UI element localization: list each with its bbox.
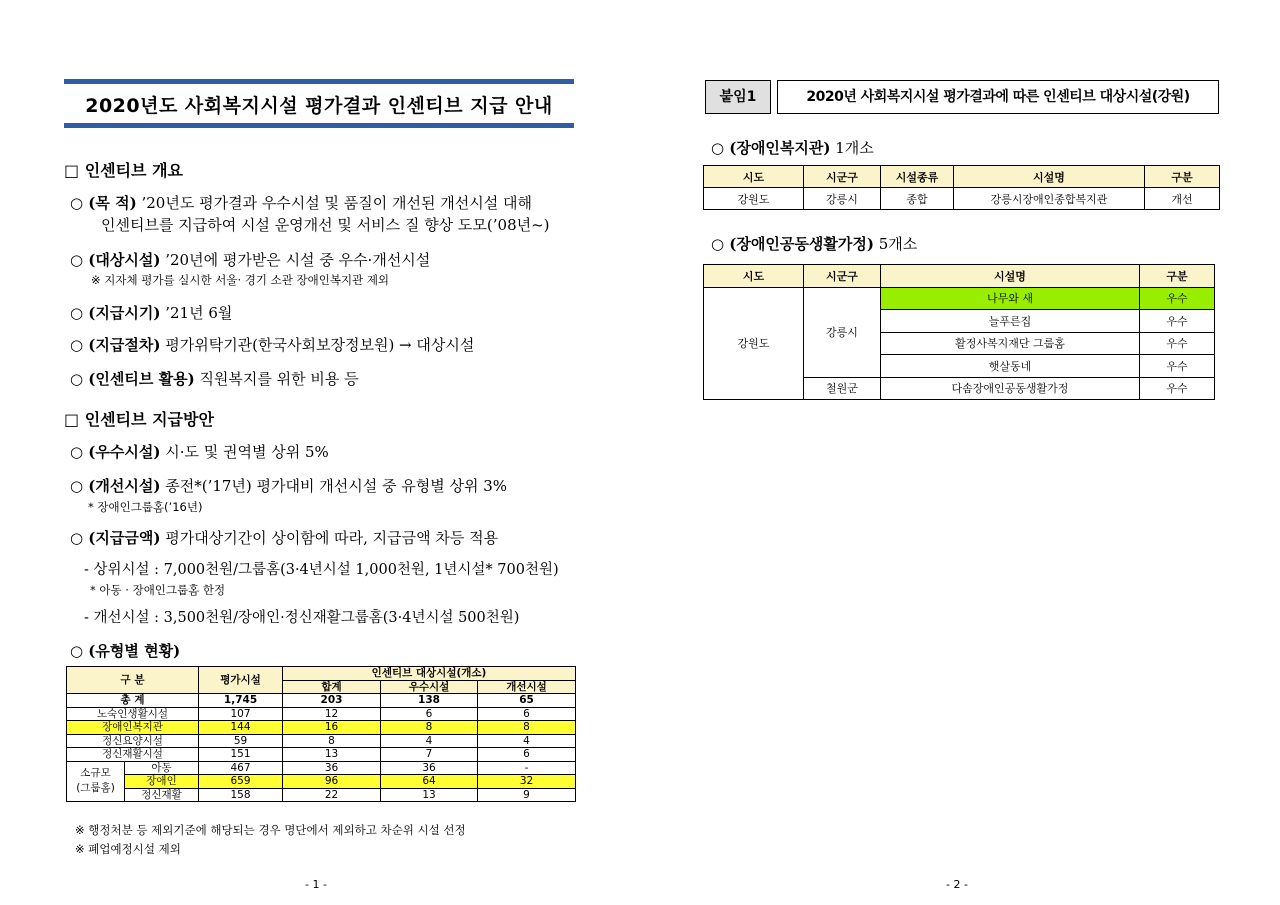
cell-improved: 9 — [478, 788, 576, 802]
cell-excellent: 64 — [381, 775, 478, 789]
cell-sido: 강원도 — [704, 287, 804, 400]
cell-label: 노숙인생활시설 — [67, 707, 199, 721]
cell-total: 22 — [283, 788, 381, 802]
cell-category: 우수 — [1140, 377, 1215, 400]
cell-eval: 59 — [199, 734, 283, 748]
header-facility-type: 시설종류 — [881, 166, 954, 188]
welfare-center-table — [703, 165, 1220, 210]
header-type: 구 분 — [67, 667, 199, 694]
cell-facility-name: 강릉시장애인종합복지관 — [954, 188, 1145, 210]
table-row — [67, 761, 576, 775]
plan-item-status: ○ (유형별 현황) — [70, 642, 181, 660]
page-number-1: - 1 - — [305, 878, 327, 891]
cell-total: 8 — [283, 734, 381, 748]
header-sido: 시도 — [704, 265, 804, 288]
page-number-2: - 2 - — [946, 878, 968, 891]
cell-total: 13 — [283, 748, 381, 762]
cell-total: 16 — [283, 721, 381, 735]
overview-item-target: ○ (대상시설) ’20년에 평가받은 시설 중 우수·개선시설 — [70, 251, 431, 269]
cell-facility-name: 다솜장애인공동생활가정 — [881, 377, 1140, 400]
table-header-row — [704, 265, 1215, 288]
cell-facility-name: 나무와 새 — [881, 287, 1140, 310]
section-heading-plan: □ 인센티브 지급방안 — [64, 410, 214, 429]
table-row-total — [67, 694, 576, 708]
cell-total: 96 — [283, 775, 381, 789]
cell-category: 우수 — [1140, 355, 1215, 378]
attachment-badge: 붙임1 — [705, 80, 771, 114]
header-facility-name: 시설명 — [954, 166, 1145, 188]
cell-facility-type: 종합 — [881, 188, 954, 210]
overview-item-purpose: ○ (목 적) ’20년도 평가결과 우수시설 및 품질이 개선된 개선시설 대해 — [70, 194, 532, 212]
cell-excellent: 6 — [381, 707, 478, 721]
plan-item-amount: ○ (지급금액) 평가대상기간이 상이함에 따라, 지급금액 차등 적용 — [70, 529, 499, 547]
cell-improved: 4 — [478, 734, 576, 748]
cell-excellent: 138 — [381, 694, 478, 708]
header-facility-name: 시설명 — [881, 265, 1140, 288]
header-improved: 개선시설 — [478, 680, 576, 694]
cell-total: 203 — [283, 694, 381, 708]
header-total: 합계 — [283, 680, 381, 694]
cell-sigungu: 강릉시 — [804, 188, 881, 210]
header-sigungu: 시군구 — [804, 166, 881, 188]
cell-eval: 144 — [199, 721, 283, 735]
cell-total: 36 — [283, 761, 381, 775]
cell-improved: 8 — [478, 721, 576, 735]
cell-facility-name: 늘푸른집 — [881, 310, 1140, 333]
table-row — [67, 721, 576, 735]
cell-sigungu: 철원군 — [804, 377, 881, 400]
cell-excellent: 4 — [381, 734, 478, 748]
cell-improved: 65 — [478, 694, 576, 708]
cell-facility-name: 햇살동네 — [881, 355, 1140, 378]
cell-eval: 158 — [199, 788, 283, 802]
table-row — [704, 188, 1220, 210]
plan-amount-top-note: * 아동 · 장애인그룹홈 한정 — [90, 583, 226, 597]
cell-improved: 6 — [478, 748, 576, 762]
table-row — [67, 707, 576, 721]
header-incentive: 인센티브 대상시설(개소) — [283, 667, 576, 681]
page1-title: 2020년도 사회복지시설 평가결과 인센티브 지급 안내 — [85, 95, 553, 117]
cell-label: 장애인 — [125, 775, 199, 789]
section-heading-overview: □ 인센티브 개요 — [64, 161, 183, 180]
table-row — [67, 734, 576, 748]
header-category: 구분 — [1140, 265, 1215, 288]
cell-excellent: 13 — [381, 788, 478, 802]
table-header-row — [67, 667, 576, 681]
cell-label: 정신요양시설 — [67, 734, 199, 748]
cell-eval: 151 — [199, 748, 283, 762]
overview-item-procedure: ○ (지급절차) 평가위탁기관(한국사회보장정보원) → 대상시설 — [70, 336, 475, 354]
overview-item-purpose-cont: 인센티브를 지급하여 시설 운영개선 및 서비스 질 향상 도모(’08년~) — [101, 216, 550, 234]
cell-facility-name: 활정사복지재단 그룹홈 — [881, 332, 1140, 355]
cell-label: 장애인복지관 — [67, 721, 199, 735]
table-row — [67, 788, 576, 802]
cell-eval: 1,745 — [199, 694, 283, 708]
header-category: 구분 — [1145, 166, 1220, 188]
plan-amount-top: - 상위시설 : 7,000천원/그룹홈(3·4년시설 1,000천원, 1년시설* 700천원) — [84, 562, 559, 578]
table-row — [67, 748, 576, 762]
table-row — [704, 287, 1215, 310]
plan-amount-improved: - 개선시설 : 3,500천원/장애인·정신재활그룹홈(3·4년시설 500천원) — [84, 610, 520, 626]
cell-small-group: 소규모 (그룹홈) — [67, 761, 125, 802]
cell-category: 우수 — [1140, 287, 1215, 310]
cell-excellent: 36 — [381, 761, 478, 775]
table-header-row — [704, 166, 1220, 188]
page1-title-banner — [64, 79, 574, 128]
cell-eval: 659 — [199, 775, 283, 789]
section-disabled-welfare-center: ○ (장애인복지관) 1개소 — [711, 139, 874, 157]
cell-total: 12 — [283, 707, 381, 721]
plan-item-improved: ○ (개선시설) 종전*(’17년) 평가대비 개선시설 중 유형별 상위 3% — [70, 477, 508, 495]
header-excellent: 우수시설 — [381, 680, 478, 694]
group-home-table — [703, 264, 1215, 400]
cell-improved: - — [478, 761, 576, 775]
cell-eval: 467 — [199, 761, 283, 775]
cell-label: 정신재활시설 — [67, 748, 199, 762]
cell-excellent: 7 — [381, 748, 478, 762]
cell-label: 총 계 — [67, 694, 199, 708]
cell-improved: 32 — [478, 775, 576, 789]
cell-label: 정신재활 — [125, 788, 199, 802]
plan-item-excellent: ○ (우수시설) 시·도 및 권역별 상위 5% — [70, 443, 329, 461]
header-eval: 평가시설 — [199, 667, 283, 694]
table-row — [67, 775, 576, 789]
cell-improved: 6 — [478, 707, 576, 721]
cell-sido: 강원도 — [704, 188, 804, 210]
title-bar-top — [64, 79, 574, 84]
cell-category: 개선 — [1145, 188, 1220, 210]
overview-item-target-note: ※ 지자체 평가를 실시한 서울· 경기 소관 장애인복지관 제외 — [91, 273, 390, 287]
overview-item-usage: ○ (인센티브 활용) 직원복지를 위한 비용 등 — [70, 370, 359, 388]
cell-sigungu: 강릉시 — [804, 287, 881, 377]
header-sido: 시도 — [704, 166, 804, 188]
section-group-home: ○ (장애인공동생활가정) 5개소 — [711, 235, 918, 253]
cell-label: 아동 — [125, 761, 199, 775]
cell-category: 우수 — [1140, 332, 1215, 355]
plan-item-improved-note: * 장애인그룹홈(’16년) — [88, 500, 203, 514]
cell-category: 우수 — [1140, 310, 1215, 333]
type-status-table — [66, 666, 576, 802]
header-sigungu: 시군구 — [804, 265, 881, 288]
title-bar-bottom — [64, 123, 574, 128]
cell-eval: 107 — [199, 707, 283, 721]
footnote-exclusion: ※ 행정처분 등 제외기준에 해당되는 경우 명단에서 제외하고 차순위 시설 선정 — [75, 823, 466, 837]
page2-title: 2020년 사회복지시설 평가결과에 따른 인센티브 대상시설(강원) — [777, 80, 1219, 114]
cell-excellent: 8 — [381, 721, 478, 735]
overview-item-timing: ○ (지급시기) ’21년 6월 — [70, 304, 233, 322]
footnote-closure: ※ 폐업예정시설 제외 — [75, 842, 181, 856]
